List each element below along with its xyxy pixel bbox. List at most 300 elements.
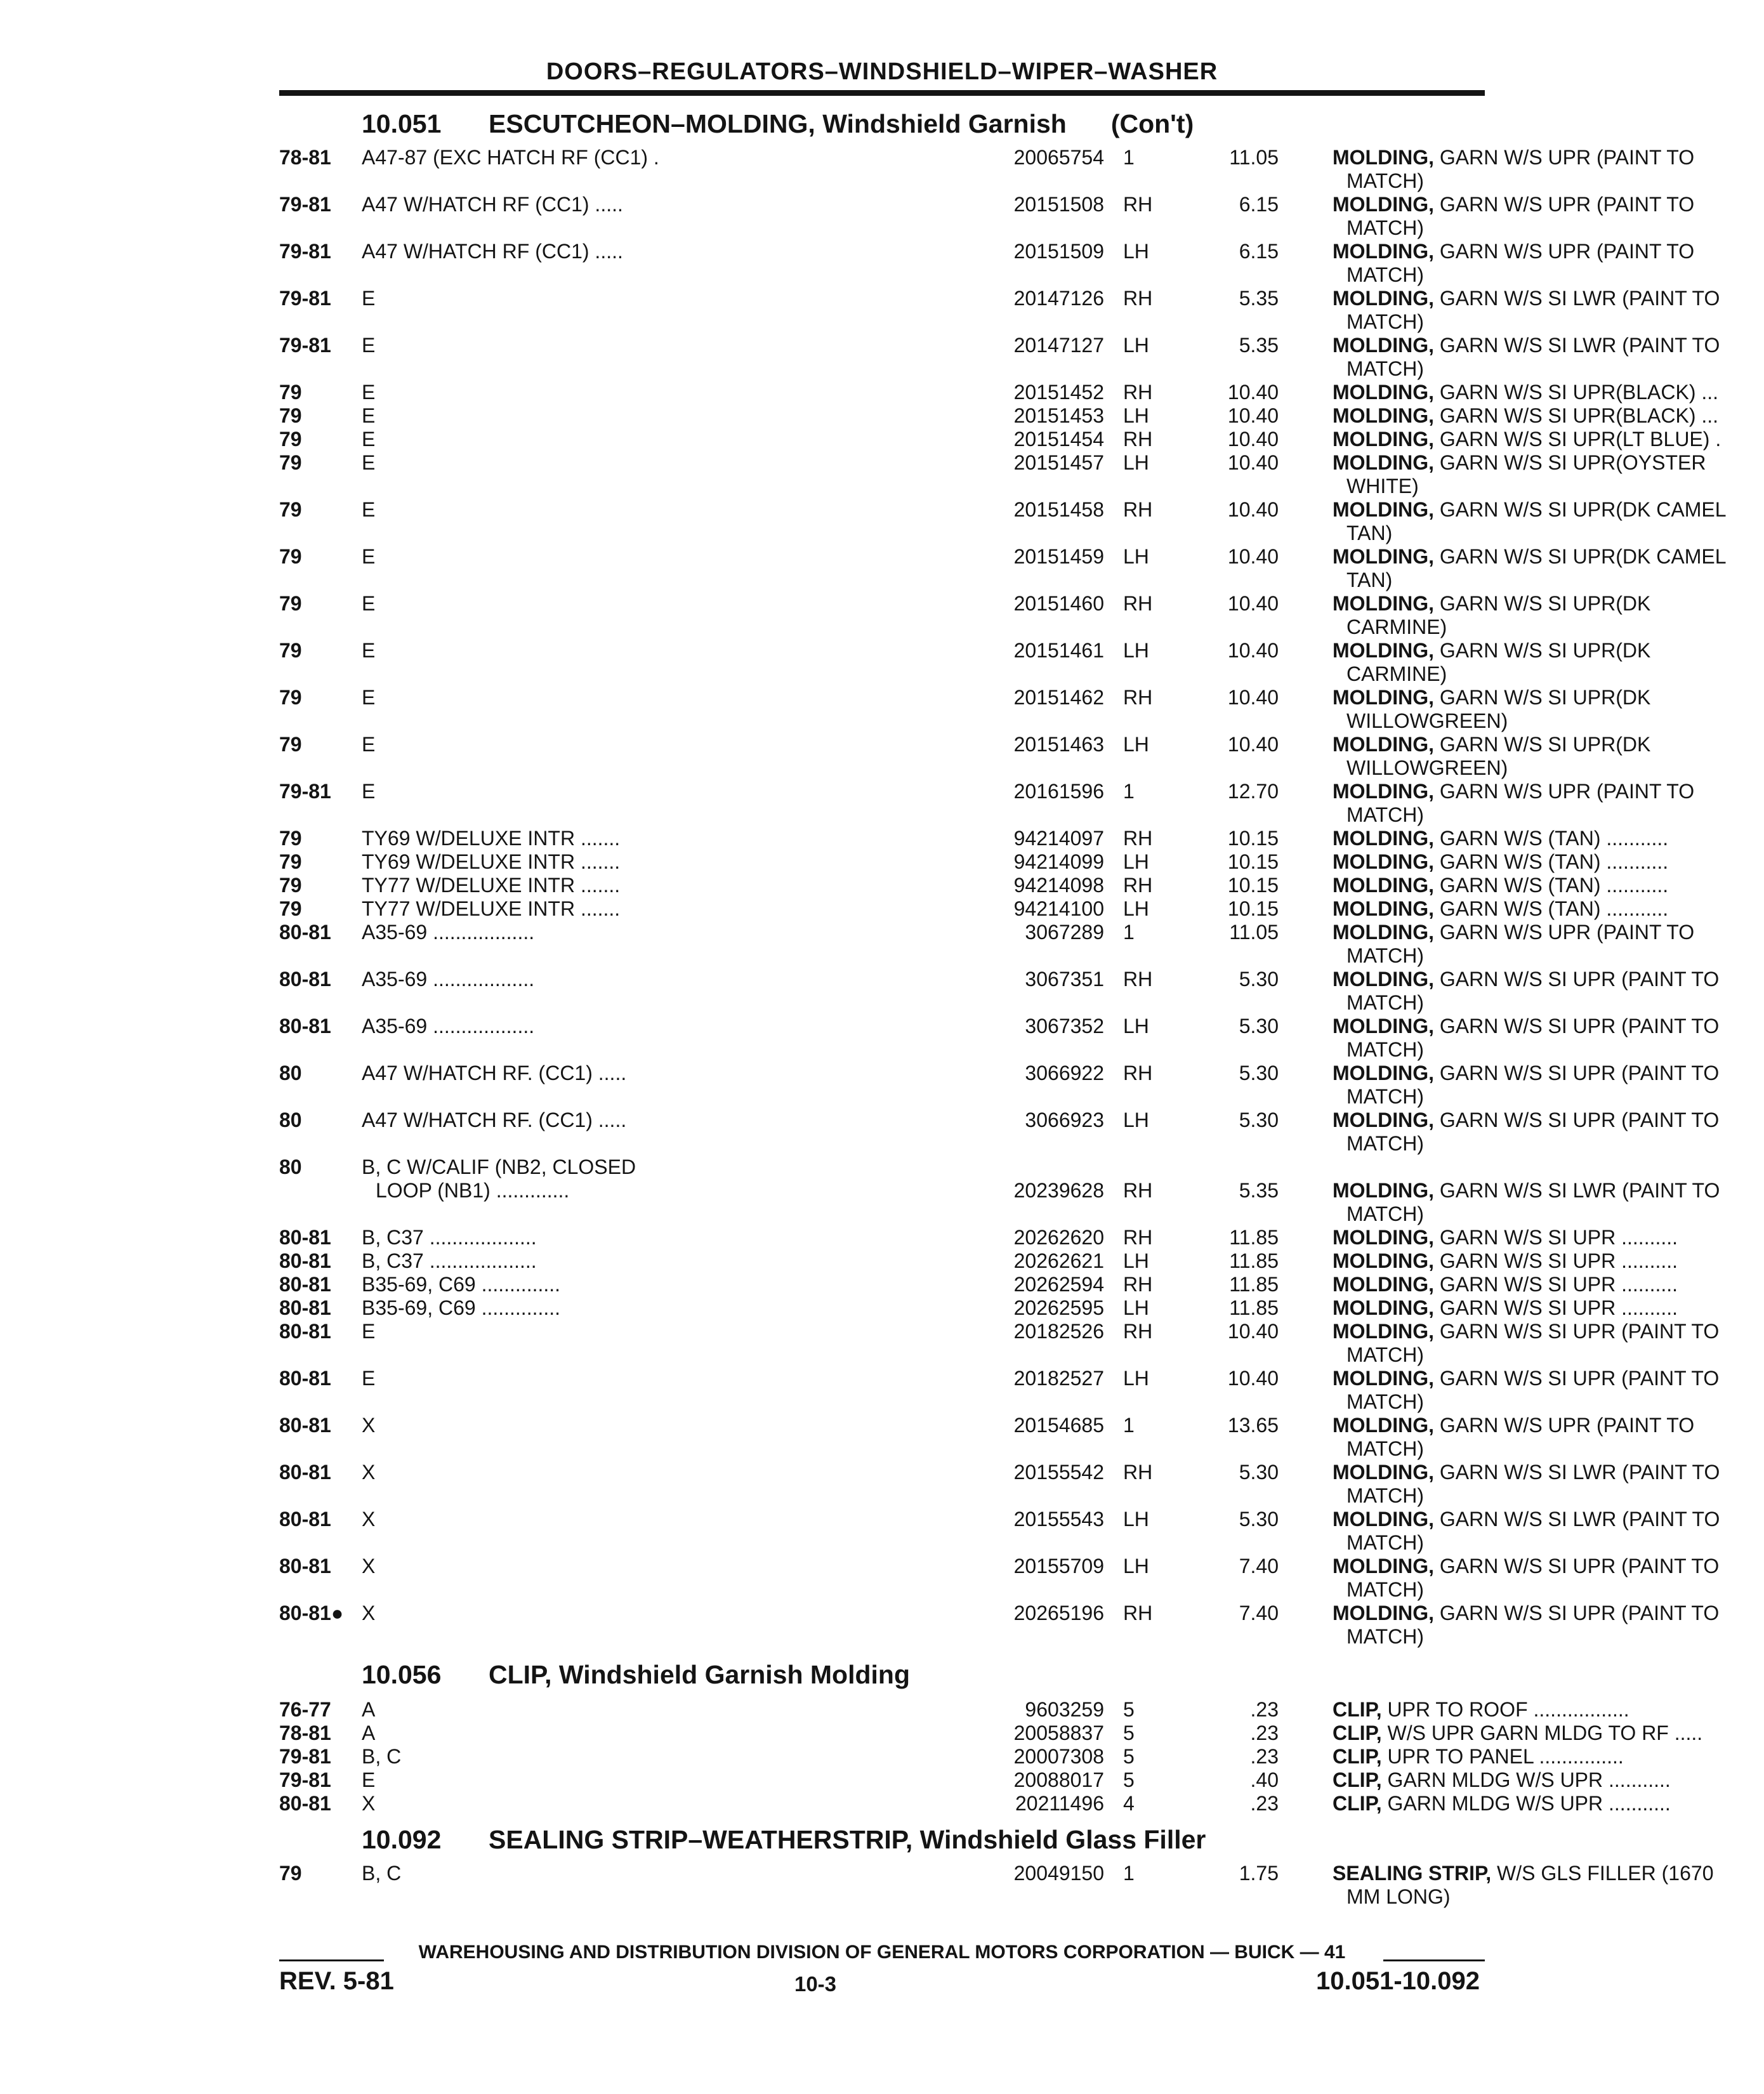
part-name: [1333, 1792, 1764, 1815]
quantity: RH: [1123, 428, 1153, 451]
part-name-noun: CLIP,: [1333, 1722, 1382, 1744]
model-years: 80-81: [279, 1792, 331, 1815]
model-description: E: [362, 334, 376, 357]
model-years: 80-81: [279, 968, 331, 991]
model-description: E: [362, 733, 376, 756]
quantity: RH: [1123, 1273, 1153, 1296]
part-number: 3066923: [1025, 1109, 1104, 1131]
list-price: 5.30: [1239, 1109, 1279, 1131]
part-name-cont: WILLOWGREEN): [1346, 709, 1508, 732]
part-number: 20151457: [1013, 451, 1104, 474]
list-price: .23: [1250, 1698, 1279, 1721]
part-row: [279, 545, 1727, 592]
model-description: E: [362, 545, 376, 568]
part-name: [1333, 1414, 1764, 1461]
model-years: 79: [279, 686, 302, 709]
part-name-noun: SEALING STRIP,: [1333, 1862, 1492, 1885]
part-number: 20262620: [1013, 1226, 1104, 1249]
model-description: E: [362, 451, 376, 474]
part-name: [1333, 287, 1764, 334]
part-name: [1333, 1745, 1764, 1768]
model-description: E: [362, 686, 376, 709]
model-years: 79: [279, 874, 302, 897]
part-name-noun: MOLDING,: [1333, 1296, 1434, 1319]
part-name-cont: MATCH): [1346, 357, 1425, 380]
quantity: RH: [1123, 827, 1153, 850]
quantity: RH: [1123, 686, 1153, 709]
model-years: 79: [279, 428, 302, 451]
part-name: [1333, 1367, 1764, 1414]
quantity: 4: [1123, 1792, 1135, 1815]
model-years: 80-81: [279, 1414, 331, 1437]
part-name-noun: MOLDING,: [1333, 1249, 1434, 1272]
part-name-detail: GARN W/S SI UPR (PAINT TO: [1439, 1367, 1720, 1390]
part-name-noun: CLIP,: [1333, 1698, 1382, 1721]
model-description: A35-69 ..................: [362, 921, 535, 944]
part-row: [279, 428, 1721, 451]
part-row: [279, 451, 1706, 498]
list-price: .23: [1250, 1722, 1279, 1744]
part-name-detail: GARN W/S SI UPR (PAINT TO: [1439, 1602, 1720, 1624]
model-description: TY69 W/DELUXE INTR .......: [362, 827, 621, 850]
part-name-detail: GARN W/S (TAN) ...........: [1439, 827, 1669, 850]
part-number: 20155542: [1013, 1461, 1104, 1484]
part-name-detail: GARN W/S SI UPR(OYSTER: [1439, 451, 1706, 474]
model-years: 80-81: [279, 1015, 331, 1037]
model-years: 80: [279, 1156, 302, 1178]
quantity: 1: [1123, 146, 1135, 169]
part-name-detail: GARN W/S SI UPR (PAINT TO: [1439, 1062, 1720, 1084]
part-name-noun: MOLDING,: [1333, 451, 1434, 474]
part-name-detail: GARN W/S UPR (PAINT TO: [1439, 193, 1695, 216]
part-name-noun: MOLDING,: [1333, 1062, 1434, 1084]
list-price: 6.15: [1239, 193, 1279, 216]
quantity: LH: [1123, 1015, 1149, 1037]
quantity: LH: [1123, 404, 1149, 427]
model-description: X: [362, 1508, 376, 1531]
part-row: [279, 921, 1695, 968]
model-years: 80-81: [279, 1555, 331, 1577]
part-name-detail: GARN W/S (TAN) ...........: [1439, 897, 1669, 920]
model-years: 79: [279, 1862, 302, 1885]
part-name-detail: GARN W/S SI UPR(DK CAMEL: [1439, 545, 1727, 568]
model-description: X: [362, 1602, 376, 1624]
part-name-detail: GARN W/S SI UPR(BLACK) ...: [1439, 381, 1719, 404]
list-price: 11.05: [1229, 921, 1279, 944]
part-name: [1333, 1555, 1764, 1602]
part-row: [279, 827, 1669, 850]
part-name-cont: MATCH): [1346, 1343, 1425, 1366]
model-years: 79-81: [279, 240, 331, 263]
model-description: E: [362, 498, 376, 521]
page-title: DOORS–REGULATORS–WINDSHIELD–WIPER–WASHER: [546, 58, 1218, 85]
quantity: 1: [1123, 921, 1135, 944]
model-years: 79: [279, 545, 302, 568]
model-description: E: [362, 381, 376, 404]
part-number: 20211496: [1015, 1792, 1104, 1815]
model-description: E: [362, 780, 376, 803]
part-number: 20147127: [1013, 334, 1104, 357]
part-number: 20151460: [1013, 592, 1104, 615]
part-name: [1333, 1862, 1764, 1909]
part-name: [1333, 897, 1764, 921]
part-name: [1333, 1273, 1764, 1296]
quantity: LH: [1123, 1508, 1149, 1531]
list-price: 11.85: [1229, 1226, 1279, 1249]
part-name-detail: GARN W/S SI LWR (PAINT TO: [1439, 287, 1720, 310]
part-name-noun: MOLDING,: [1333, 733, 1434, 756]
part-row: [279, 850, 1669, 874]
part-number: 20155543: [1013, 1508, 1104, 1531]
quantity: 1: [1123, 1414, 1135, 1437]
part-name: [1333, 451, 1764, 498]
part-name-noun: MOLDING,: [1333, 287, 1434, 310]
list-price: 5.30: [1239, 1062, 1279, 1084]
part-name-cont: MATCH): [1346, 310, 1425, 333]
model-description: E: [362, 1367, 376, 1390]
part-name: [1333, 686, 1764, 733]
section-heading: [362, 1660, 910, 1690]
model-years: 79: [279, 827, 302, 850]
model-description: A47 W/HATCH RF. (CC1) .....: [362, 1109, 627, 1131]
part-name-detail: GARN W/S SI UPR(DK: [1439, 733, 1651, 756]
part-name-detail: GARN W/S SI UPR ..........: [1439, 1273, 1678, 1296]
part-name: [1333, 1722, 1764, 1745]
part-row: [279, 968, 1720, 1015]
list-price: 10.40: [1227, 545, 1279, 568]
part-name-noun: MOLDING,: [1333, 1273, 1434, 1296]
part-row: [279, 1862, 1714, 1909]
list-price: 5.35: [1239, 1179, 1279, 1202]
part-number: 20265196: [1013, 1602, 1104, 1624]
model-description: A: [362, 1698, 376, 1721]
part-name-noun: MOLDING,: [1333, 1226, 1434, 1249]
part-name-detail: GARN W/S UPR (PAINT TO: [1439, 240, 1695, 263]
quantity: RH: [1123, 968, 1153, 991]
part-name: [1333, 545, 1764, 592]
model-years: 80: [279, 1062, 302, 1084]
quantity: 5: [1123, 1768, 1135, 1791]
part-name-detail: GARN W/S SI LWR (PAINT TO: [1439, 334, 1720, 357]
list-price: 10.40: [1227, 498, 1279, 521]
part-name-detail: GARN W/S SI UPR (PAINT TO: [1439, 1555, 1720, 1577]
model-years: 80: [279, 1109, 302, 1131]
part-name-cont: MM LONG): [1346, 1885, 1451, 1908]
section-number: 10.092: [362, 1825, 442, 1854]
quantity: RH: [1123, 874, 1153, 897]
part-name-noun: MOLDING,: [1333, 921, 1434, 944]
model-description: A47 W/HATCH RF (CC1) .....: [362, 240, 623, 263]
part-name: [1333, 381, 1764, 404]
section-heading: [362, 1825, 1206, 1855]
part-row: [279, 1296, 1678, 1320]
part-number: 20065754: [1013, 146, 1104, 169]
part-name-detail: UPR TO PANEL ...............: [1387, 1745, 1624, 1768]
part-row: [279, 686, 1651, 733]
part-name-detail: GARN W/S SI UPR(DK CAMEL: [1439, 498, 1727, 521]
part-name-detail: GARN W/S SI UPR (PAINT TO: [1439, 1109, 1720, 1131]
part-row: [279, 1508, 1720, 1555]
model-description: TY77 W/DELUXE INTR .......: [362, 897, 621, 920]
list-price: 10.40: [1227, 1320, 1279, 1343]
list-price: 5.35: [1239, 334, 1279, 357]
list-price: 7.40: [1239, 1555, 1279, 1577]
model-description: X: [362, 1555, 376, 1577]
model-description: A47-87 (EXC HATCH RF (CC1) .: [362, 146, 659, 169]
part-number: 94214100: [1013, 897, 1104, 920]
part-name: [1333, 827, 1764, 850]
part-name: [1333, 240, 1764, 287]
part-name-noun: CLIP,: [1333, 1792, 1382, 1815]
quantity: RH: [1123, 193, 1153, 216]
part-row: [279, 146, 1695, 193]
model-description: B, C: [362, 1745, 402, 1768]
model-description: E: [362, 287, 376, 310]
part-name-noun: MOLDING,: [1333, 592, 1434, 615]
header-rule: [279, 90, 1485, 96]
part-name-detail: W/S GLS FILLER (1670: [1497, 1862, 1714, 1885]
model-years: 80-81: [279, 1320, 331, 1343]
part-name: [1333, 1179, 1764, 1226]
list-price: 10.15: [1227, 874, 1279, 897]
part-name-cont: WILLOWGREEN): [1346, 756, 1508, 779]
part-name-detail: GARN W/S UPR (PAINT TO: [1439, 780, 1695, 803]
model-years: 80-81: [279, 1461, 331, 1484]
list-price: 10.40: [1227, 592, 1279, 615]
part-name-detail: GARN W/S SI UPR (PAINT TO: [1439, 1320, 1720, 1343]
part-name-noun: MOLDING,: [1333, 1602, 1434, 1624]
part-name-noun: MOLDING,: [1333, 1320, 1434, 1343]
part-row: [279, 780, 1695, 827]
part-name-noun: MOLDING,: [1333, 334, 1434, 357]
list-price: 1.75: [1239, 1862, 1279, 1885]
model-description-cont: LOOP (NB1) .............: [376, 1179, 570, 1202]
model-description: B, C37 ...................: [362, 1249, 537, 1272]
part-row: [279, 1109, 1720, 1156]
model-description: E: [362, 1768, 376, 1791]
part-name-cont: MATCH): [1346, 803, 1425, 826]
section-number: 10.056: [362, 1660, 442, 1689]
part-number: 3066922: [1025, 1062, 1104, 1084]
part-number: 20049150: [1013, 1862, 1104, 1885]
model-years: 80-81●: [279, 1602, 344, 1624]
quantity: LH: [1123, 1296, 1149, 1319]
part-row: [279, 1320, 1720, 1367]
quantity: RH: [1123, 498, 1153, 521]
part-name-noun: MOLDING,: [1333, 1109, 1434, 1131]
quantity: LH: [1123, 1109, 1149, 1131]
model-description: E: [362, 639, 376, 662]
part-name: [1333, 1249, 1764, 1273]
list-price: 5.35: [1239, 287, 1279, 310]
model-description: A47 W/HATCH RF (CC1) .....: [362, 193, 623, 216]
part-row: [279, 193, 1695, 240]
part-name-noun: MOLDING,: [1333, 381, 1434, 404]
footer-page-number: 10-3: [794, 1972, 837, 1996]
part-row: [279, 1062, 1720, 1109]
part-name: [1333, 1062, 1764, 1109]
part-number: 20058837: [1013, 1722, 1104, 1744]
model-years: 80-81: [279, 921, 331, 944]
part-name: [1333, 193, 1764, 240]
part-name-detail: GARN W/S SI LWR (PAINT TO: [1439, 1508, 1720, 1531]
part-name-cont: MATCH): [1346, 169, 1425, 192]
part-number: 3067289: [1025, 921, 1104, 944]
part-number: 94214097: [1013, 827, 1104, 850]
list-price: 5.30: [1239, 1461, 1279, 1484]
part-name-noun: MOLDING,: [1333, 1367, 1434, 1390]
list-price: 10.40: [1227, 639, 1279, 662]
part-name: [1333, 1109, 1764, 1156]
part-name: [1333, 921, 1764, 968]
quantity: LH: [1123, 545, 1149, 568]
section-title: SEALING STRIP–WEATHERSTRIP, Windshield Glass Filler: [489, 1825, 1206, 1854]
model-years: 80-81: [279, 1296, 331, 1319]
part-name-noun: MOLDING,: [1333, 193, 1434, 216]
part-name-cont: MATCH): [1346, 216, 1425, 239]
model-description: B, C37 ...................: [362, 1226, 537, 1249]
part-name-cont: MATCH): [1346, 1437, 1425, 1460]
part-row: [279, 897, 1669, 921]
part-name-noun: MOLDING,: [1333, 639, 1434, 662]
part-name: [1333, 1320, 1764, 1367]
part-name-noun: MOLDING,: [1333, 428, 1434, 451]
model-years: 79: [279, 733, 302, 756]
part-name-cont: TAN): [1346, 569, 1393, 591]
list-price: 10.15: [1227, 827, 1279, 850]
part-name-detail: GARN W/S SI UPR(LT BLUE) .: [1439, 428, 1721, 451]
list-price: 13.65: [1227, 1414, 1279, 1437]
part-row: [279, 1226, 1678, 1249]
part-row: [279, 334, 1720, 381]
part-name-detail: GARN MLDG W/S UPR ...........: [1387, 1792, 1671, 1815]
footer-revision: REV. 5-81: [279, 1967, 394, 1995]
list-price: 10.15: [1227, 897, 1279, 920]
part-name: [1333, 1461, 1764, 1508]
quantity: 1: [1123, 780, 1135, 803]
list-price: .40: [1250, 1768, 1279, 1791]
list-price: 6.15: [1239, 240, 1279, 263]
quantity: RH: [1123, 1062, 1153, 1084]
model-years: 79: [279, 592, 302, 615]
part-name-cont: CARMINE): [1346, 616, 1447, 638]
quantity: RH: [1123, 1226, 1153, 1249]
quantity: LH: [1123, 334, 1149, 357]
part-number: 20239628: [1013, 1179, 1104, 1202]
model-description: A47 W/HATCH RF. (CC1) .....: [362, 1062, 627, 1084]
section-title: ESCUTCHEON–MOLDING, Windshield Garnish: [489, 109, 1067, 138]
model-years: 80-81: [279, 1226, 331, 1249]
part-number: 20155709: [1013, 1555, 1104, 1577]
model-description: A35-69 ..................: [362, 1015, 535, 1037]
section-heading: [362, 109, 1194, 139]
model-years: 80-81: [279, 1249, 331, 1272]
part-name-detail: GARN W/S SI UPR(BLACK) ...: [1439, 404, 1719, 427]
part-number: 20151462: [1013, 686, 1104, 709]
part-number: 20151452: [1013, 381, 1104, 404]
part-name-detail: UPR TO ROOF .................: [1387, 1698, 1629, 1721]
part-row: [279, 1414, 1695, 1461]
part-number: 20262621: [1013, 1249, 1104, 1272]
part-name-noun: MOLDING,: [1333, 498, 1434, 521]
part-name-cont: MATCH): [1346, 944, 1425, 967]
part-name-cont: MATCH): [1346, 991, 1425, 1014]
part-name-detail: GARN W/S UPR (PAINT TO: [1439, 921, 1695, 944]
part-name-cont: MATCH): [1346, 1625, 1425, 1648]
part-name-noun: MOLDING,: [1333, 968, 1434, 991]
part-row: [279, 404, 1719, 428]
part-row: [279, 1768, 1671, 1792]
part-name-cont: WHITE): [1346, 475, 1419, 497]
part-name: [1333, 1768, 1764, 1792]
part-name-detail: GARN W/S (TAN) ...........: [1439, 850, 1669, 873]
section-number: 10.051: [362, 109, 442, 138]
quantity: 5: [1123, 1722, 1135, 1744]
footer-publisher: WAREHOUSING AND DISTRIBUTION DIVISION OF GENERAL MOTORS CORPORATION — BUICK — 41: [418, 1942, 1346, 1963]
part-name-detail: GARN W/S SI UPR (PAINT TO: [1439, 1015, 1720, 1037]
part-name-cont: MATCH): [1346, 1038, 1425, 1061]
part-name-detail: GARN W/S UPR (PAINT TO: [1439, 1414, 1695, 1437]
quantity: RH: [1123, 592, 1153, 615]
model-years: 80-81: [279, 1508, 331, 1531]
part-row: [279, 1602, 1720, 1649]
quantity: LH: [1123, 850, 1149, 873]
part-name: [1333, 1698, 1764, 1722]
quantity: LH: [1123, 897, 1149, 920]
model-years: 79: [279, 639, 302, 662]
list-price: 10.40: [1227, 381, 1279, 404]
part-row: [279, 592, 1651, 639]
list-price: 12.70: [1227, 780, 1279, 803]
model-years: 79-81: [279, 780, 331, 803]
model-description: B35-69, C69 ..............: [362, 1296, 561, 1319]
part-name-detail: GARN W/S SI LWR (PAINT TO: [1439, 1461, 1720, 1484]
part-row: [279, 1792, 1671, 1815]
part-number: 20151453: [1013, 404, 1104, 427]
part-number: 3067352: [1025, 1015, 1104, 1037]
footer-group-range: 10.051-10.092: [1315, 1967, 1480, 1995]
part-name-noun: MOLDING,: [1333, 827, 1434, 850]
part-name: [1333, 968, 1764, 1015]
part-number: 20182526: [1013, 1320, 1104, 1343]
part-name-cont: MATCH): [1346, 1085, 1425, 1108]
part-name-cont: MATCH): [1346, 1484, 1425, 1507]
part-name-noun: MOLDING,: [1333, 1015, 1434, 1037]
part-name: [1333, 498, 1764, 545]
model-years: 79-81: [279, 334, 331, 357]
list-price: 10.40: [1227, 686, 1279, 709]
part-name: [1333, 1015, 1764, 1062]
quantity: LH: [1123, 240, 1149, 263]
part-name-detail: GARN W/S (TAN) ...........: [1439, 874, 1669, 897]
section-title: CLIP, Windshield Garnish Molding: [489, 1660, 911, 1689]
model-years: 78-81: [279, 146, 331, 169]
quantity: LH: [1123, 639, 1149, 662]
list-price: 10.40: [1227, 404, 1279, 427]
part-name-noun: MOLDING,: [1333, 874, 1434, 897]
list-price: 10.40: [1227, 451, 1279, 474]
part-number: 20151458: [1013, 498, 1104, 521]
part-name-detail: GARN W/S SI UPR(DK: [1439, 686, 1651, 709]
quantity: LH: [1123, 1367, 1149, 1390]
part-name-noun: MOLDING,: [1333, 686, 1434, 709]
model-years: 80-81: [279, 1367, 331, 1390]
part-name-cont: MATCH): [1346, 1531, 1425, 1554]
part-name-noun: MOLDING,: [1333, 404, 1434, 427]
part-row: [279, 287, 1720, 334]
model-description: B35-69, C69 ..............: [362, 1273, 561, 1296]
part-row: [279, 240, 1695, 287]
